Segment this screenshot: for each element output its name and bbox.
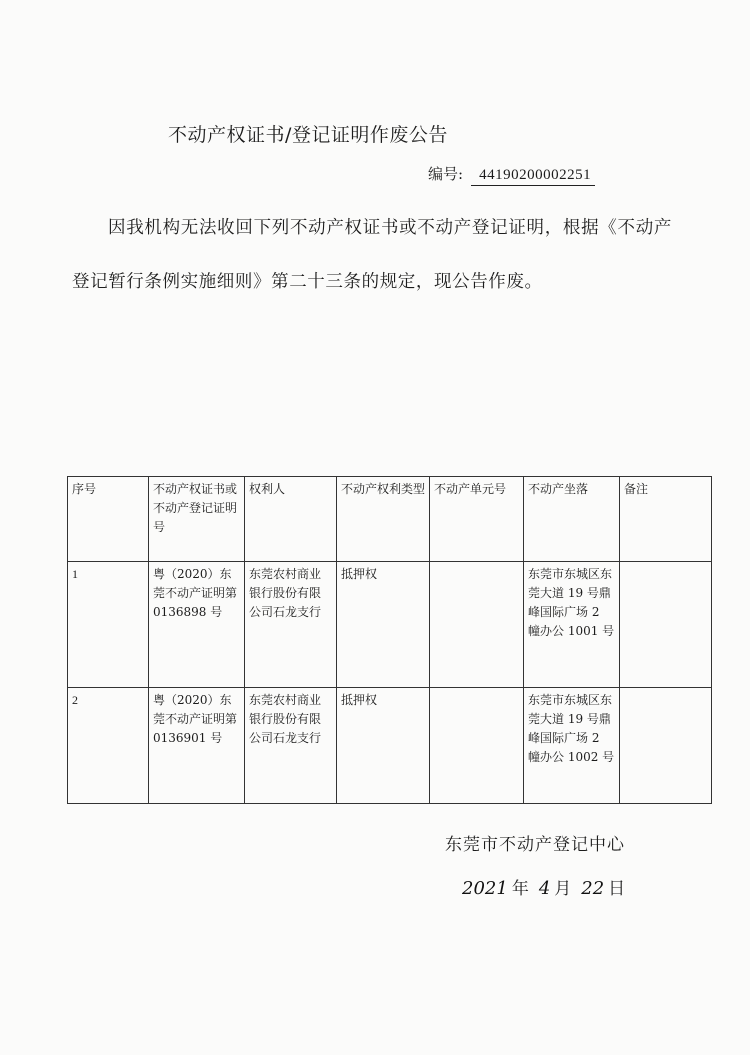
void-certificates-table <box>67 476 712 804</box>
header-unit-number: 不动产单元号 <box>430 477 524 562</box>
document-title: 不动产权证书/登记证明作废公告 <box>168 124 448 146</box>
date-month: 4 <box>538 878 551 899</box>
notice-body: 因我机构无法收回下列不动产权证书或不动产登记证明，根据《不动产登记暂行条例实施细则》第二十三条的规定，现公告作废。 <box>72 218 672 292</box>
date-year-unit: 年 <box>511 879 529 899</box>
date-day: 22 <box>581 878 605 899</box>
date-day-unit: 日 <box>608 879 626 899</box>
header-right-type: 不动产权利类型 <box>337 477 430 562</box>
cell-index: 1 <box>68 562 149 688</box>
cell-certificate-number: 粤（2020）东莞不动产证明第 0136898 号 <box>149 562 245 688</box>
table-header-row <box>68 477 712 562</box>
cell-unit-number <box>430 688 524 804</box>
header-right-holder: 权利人 <box>245 477 337 562</box>
header-index: 序号 <box>68 477 149 562</box>
cell-right-holder: 东莞农村商业银行股份有限公司石龙支行 <box>245 562 337 688</box>
cell-index: 2 <box>68 688 149 804</box>
cell-location: 东莞市东城区东莞大道 19 号鼎峰国际广场 2 幢办公 1002 号 <box>524 688 620 804</box>
issue-date <box>462 874 635 899</box>
cell-location: 东莞市东城区东莞大道 19 号鼎峰国际广场 2 幢办公 1001 号 <box>524 562 620 688</box>
issuing-authority: 东莞市不动产登记中心 <box>445 835 625 855</box>
cell-remarks <box>620 562 712 688</box>
date-month-unit: 月 <box>554 879 572 899</box>
cell-right-type: 抵押权 <box>337 562 430 688</box>
cell-certificate-number: 粤（2020）东莞不动产证明第 0136901 号 <box>149 688 245 804</box>
header-remarks: 备注 <box>620 477 712 562</box>
table-row <box>68 688 712 804</box>
cell-right-type: 抵押权 <box>337 688 430 804</box>
header-certificate-number: 不动产权证书或不动产登记证明号 <box>149 477 245 562</box>
header-location: 不动产坐落 <box>524 477 620 562</box>
cell-right-holder: 东莞农村商业银行股份有限公司石龙支行 <box>245 688 337 804</box>
cell-remarks <box>620 688 712 804</box>
cell-unit-number <box>430 562 524 688</box>
table-row <box>68 562 712 688</box>
number-value: 44190200002251 <box>471 167 595 186</box>
document-number <box>428 163 595 186</box>
date-year: 2021 <box>462 878 508 899</box>
number-label: 编号: <box>428 165 464 183</box>
